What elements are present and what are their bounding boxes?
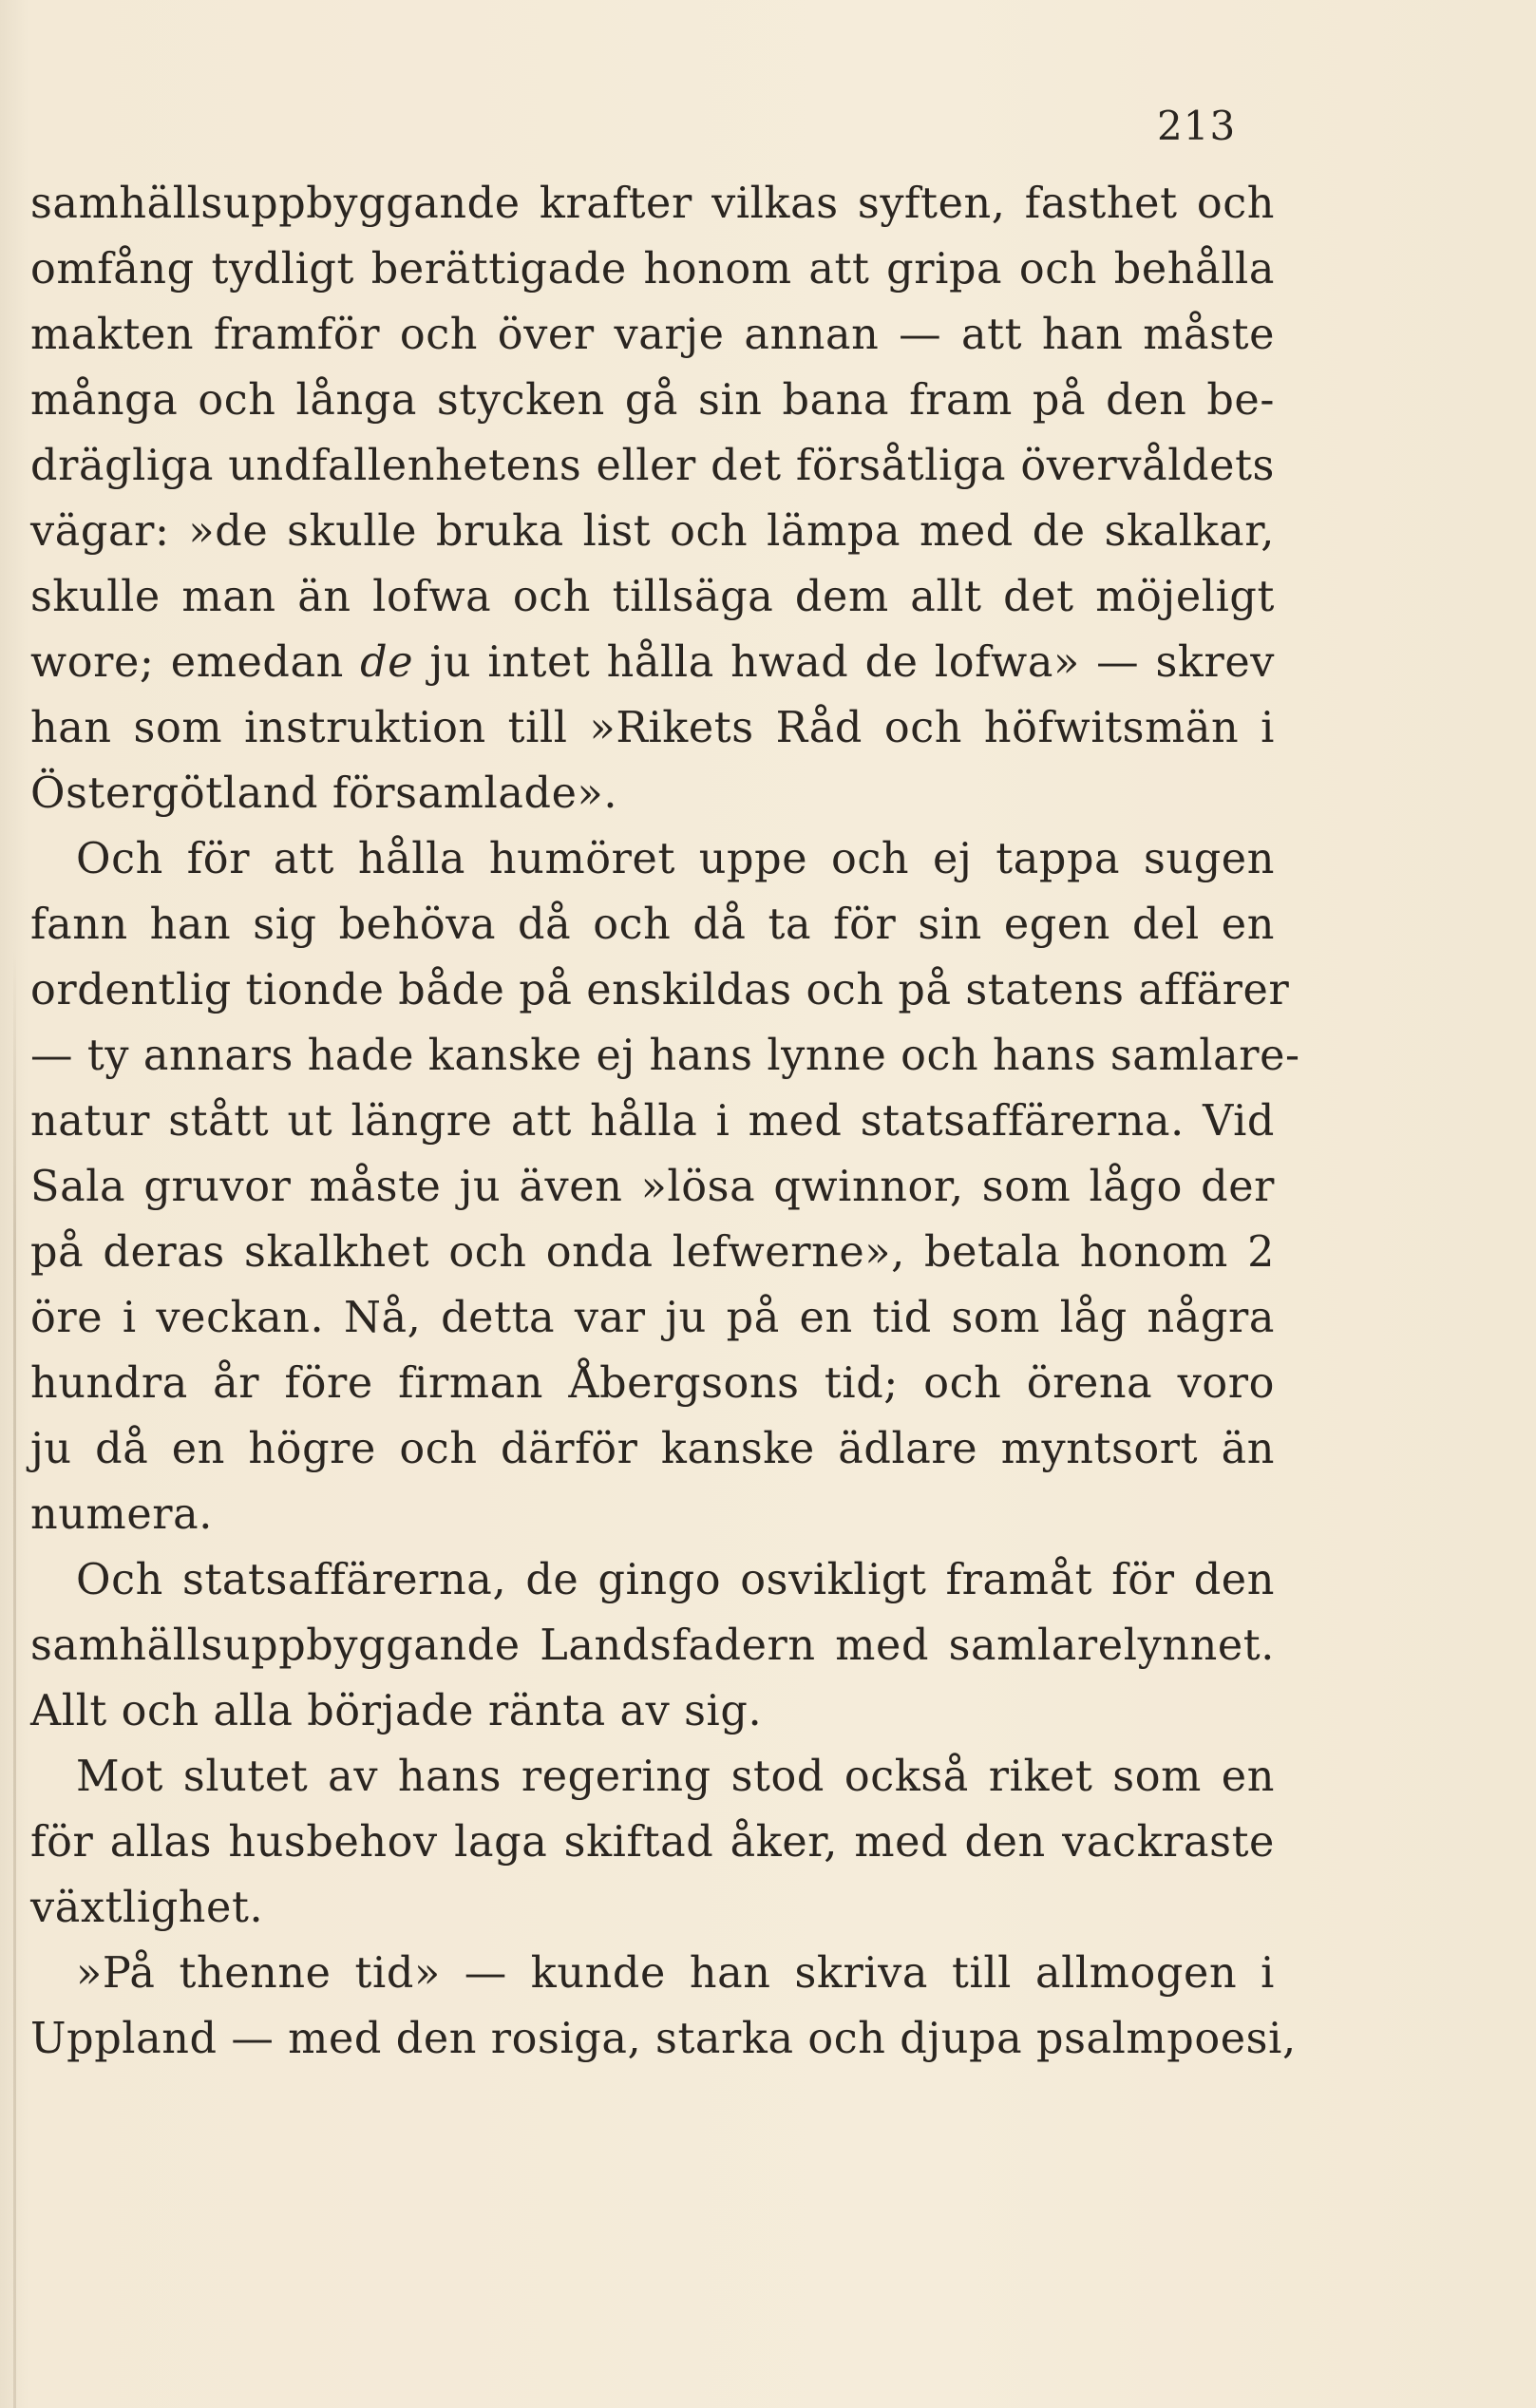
text-line: öre i veckan. Nå, detta var ju på en tid som låg några <box>30 1294 1275 1342</box>
text-line: Allt och alla började ränta av sig. <box>30 1687 763 1735</box>
text-line: vägar: »de skulle bruka list och lämpa med de skalkar, <box>30 507 1275 556</box>
text-line: samhällsuppbyggande Landsfadern med samlarelynnet. <box>30 1621 1275 1670</box>
text-fragment: ju intet hålla hwad de lofwa» — skrev <box>413 638 1275 687</box>
text-line: växtlighet. <box>30 1884 264 1932</box>
text-line: drägliga undfallenhetens eller det försåtliga övervåldets <box>30 442 1275 490</box>
italic-word: de <box>360 638 414 687</box>
text-line: Östergötland församlade». <box>30 769 618 818</box>
text-line: omfång tydligt berättigade honom att gripa och behålla <box>30 245 1275 294</box>
paragraph-first-line: »På thenne tid» — kunde han skriva till allmogen i <box>76 1949 1275 1998</box>
text-line: — ty annars hade kanske ej hans lynne och hans samlare- <box>30 1032 1300 1080</box>
text-line: fann han sig behöva då och då ta för sin egen del en <box>30 901 1275 949</box>
text-line <box>30 630 1275 695</box>
text-line: många och långa stycken gå sin bana fram på den be- <box>30 376 1275 425</box>
paragraph-first-line: Mot slutet av hans regering stod också riket som en <box>76 1753 1275 1801</box>
text-line: samhällsuppbyggande krafter vilkas syften, fasthet och <box>30 180 1275 228</box>
text-line: makten framför och över varje annan — att han måste <box>30 311 1275 359</box>
text-fragment: wore; emedan <box>30 638 361 687</box>
text-line: natur stått ut längre att hålla i med statsaffärerna. Vid <box>30 1097 1275 1146</box>
text-line: skulle man än lofwa och tillsäga dem allt det möjeligt <box>30 573 1275 621</box>
text-line: Uppland — med den rosiga, starka och djupa psalmpoesi, <box>30 2015 1297 2063</box>
paragraph-first-line: Och statsaffärerna, de gingo osvikligt framåt för den <box>76 1556 1275 1604</box>
text-line: han som instruktion till »Rikets Råd och höfwitsmän i <box>30 704 1275 752</box>
text-line: numera. <box>30 1490 213 1539</box>
text-line: ordentlig tionde både på enskildas och på statens affärer <box>30 966 1290 1014</box>
text-line: på deras skalkhet och onda lefwerne», betala honom 2 <box>30 1228 1275 1277</box>
text-line: för allas husbehov laga skiftad åker, med den vackraste <box>30 1818 1275 1867</box>
page-number: 213 <box>1157 103 1237 149</box>
paragraph-first-line: Och för att hålla humöret uppe och ej tappa sugen <box>76 835 1275 883</box>
text-line: hundra år före firman Åbergsons tid; och örena voro <box>30 1359 1275 1408</box>
page-gutter-shadow <box>13 950 16 2408</box>
text-line: Sala gruvor måste ju även »lösa qwinnor, som lågo der <box>30 1163 1275 1211</box>
text-line: ju då en högre och därför kanske ädlare myntsort än <box>30 1425 1275 1473</box>
